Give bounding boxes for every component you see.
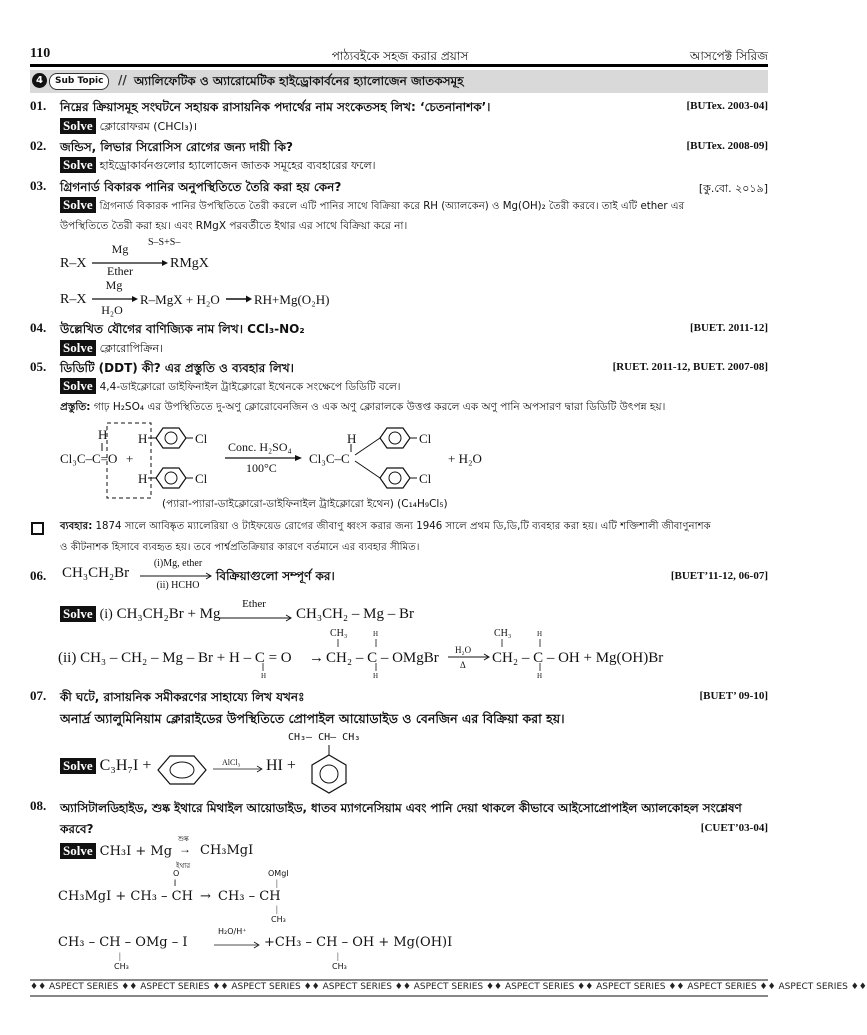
equation-intermediate: R–MgX + H₂O [140,292,220,307]
question-number: 03. [30,178,47,193]
step-2-product: CH₃ – CH [218,889,281,904]
equation-product: HI + [266,757,296,774]
arrow-label-below: Ether [107,264,133,278]
arrow-symbol: → [200,889,211,904]
single-bond-icon: | [119,951,121,961]
answer-text-continued: উপস্থিতিতে তৈরী করা হয়। এবং RMgX পরবর্তীতে ইথার এর সাথে বিক্রিয়া করে না। [60,220,408,232]
question-text-continued: অনার্দ্র অ্যালুমিনিয়াম ক্লোরাইডের উপস্থিতিতে প্রোপাইল আয়োডাইড ও বেনজিন এর বিক্রিয়া করা হয়। [60,711,565,726]
question-text-continued: করবে? [60,822,94,836]
arrow-label-below: ইথার [176,862,191,870]
equation-reactant: R–X [60,256,87,271]
solution-equation [60,757,151,775]
footer-divider-bottom [30,995,768,997]
footer-divider-top [30,979,768,981]
checkbox-bullet-icon [31,522,44,535]
isopropyl-chain: CH₃— CH— CH₃ [288,732,361,743]
arrow-label-below: H₂O [101,303,123,317]
question-reference: [BUTex. 2003-04] [686,100,768,112]
subtopic-number: 4 [32,73,47,88]
question-number: 04. [30,320,47,335]
equation-product: RMgX [170,256,209,271]
answer-text: ক্লোরোপিক্রিন। [99,342,164,355]
solve-label: Solve [60,843,96,859]
arrow-label-above: Mg [105,278,123,292]
chloral-formula: Cl₃C–C=O [60,451,118,466]
series-name: আসপেক্ট সিরিজ [689,49,768,63]
water-byproduct: + H₂O [448,451,482,466]
arrow-label-above: AlCl₃ [222,758,241,767]
arrow-label-above: Ether [242,598,266,610]
methyl-label: CH₃ [332,962,347,971]
solution-step-1 [60,843,172,859]
solve-label: Solve [60,340,96,356]
usage-text: 1874 সালে আবিষ্কৃত ম্যালেরিয়া ও টাইফয়েড রোগের জীবাণু ধ্বংস করার জন্য 1946 সালে প্রথম ডি,ডি,টি ব্যবহার করা হয়। এটি শক্তিশালী জীবাণুনাশক [95,521,711,532]
question-text: কী ঘটে, রাসায়নিক সমীকরণের সাহায্যে লিখ যখনঃ [60,690,305,704]
answer [60,197,770,216]
usage-label: ব্যবহার: [60,521,93,532]
hydrogen-label: H [261,672,267,680]
single-bond-icon: | [276,878,278,888]
step-reactants: CH₃ – CH₂ – Mg – Br + H – C = O [80,650,292,666]
reaction-arrow-icon [214,941,260,949]
question-reactant: CH₃CH₂Br [62,565,130,581]
answer [60,118,197,137]
step-reactants: CH₃CH₂Br + Mg [116,606,221,622]
usage-text-continued: ও কীটনাশক হিসাবে ব্যবহৃত হয়। তবে পার্শ্বপ্রতিক্রিয়ার কারণে বর্তমানে এর ব্যবহার সীমিত। [60,542,420,553]
methyl-label: CH₃ [114,962,129,971]
benzene-ring-icon [158,756,206,784]
subtopic-badge [49,73,109,90]
chlorobenzene-ring-icon [148,428,193,448]
usage-note [60,519,770,536]
reaction-arrow-icon [140,572,212,580]
answer [60,378,401,397]
reaction-arrow-icon [220,614,292,622]
question-number: 07. [30,688,47,703]
solution-step-1 [60,606,221,623]
arrow-label-below: (ii) HCHO [156,580,200,591]
chlorine-label: Cl [419,471,432,486]
arrow-label-above: Conc. H₂SO₄ [228,440,292,454]
question-reference: [RUET. 2011-12, BUET. 2007-08] [612,361,768,373]
step-product: CH₂ – C – OH + Mg(OH)Br [492,650,664,666]
answer-text: হাইড্রোকার্বনগুলোর হ্যালোজেন জাতক সমূহের ব্যবহারের ফলে। [99,159,376,172]
question-reference: [BUET’11-12, 06-07] [670,570,768,582]
single-bond-icon: | [276,904,278,914]
solve-label: Solve [60,758,96,774]
charge-notation: S–S+S– [148,237,181,248]
question-number: 02. [30,138,47,153]
step-label: (i) [99,607,113,622]
chlorine-label: Cl [195,471,208,486]
step-product: CH₃CH₂ – Mg – Br [296,606,414,622]
solve-label: Solve [60,157,96,173]
methyl-label: CH₃ [330,628,348,639]
arrow-label-below: Δ [460,660,466,670]
plus-sign: + [126,451,134,466]
question-number: 05. [30,359,47,374]
step-3-reactants: CH₃ – CH – OMg – I [58,935,188,950]
equation-product: RH+Mg(O₂H) [254,292,330,307]
step-label: (ii) [58,650,77,666]
step-reactants: CH₃I + Mg [99,844,173,859]
arrow-label-above: H₂O/H⁺ [218,927,247,936]
slash-icon: // [118,73,127,87]
arrow-label-below: 100°C [246,461,277,475]
arrow-label-above: H₂O [455,645,472,655]
intermediate: CH₂ – C – OMgBr [326,650,439,666]
hydrogen-label: H [138,471,148,486]
step-2-reactants: CH₃MgI + CH₃ – CH [58,889,193,904]
hydrogen-label: H [373,672,379,680]
solve-label: Solve [60,118,96,134]
hydrogen-label: H [537,630,543,638]
question-reference: [BUET. 2011-12] [689,322,768,334]
question-text: উল্লেখিত যৌগের বাণিজ্যিক নাম লিখ। CCl₃-NO₂ [60,322,305,336]
question-reference: [BUET’ 09-10] [699,690,768,702]
reaction-arrow-icon: → [179,842,191,856]
equation-reactant: C₃H₇I + [99,757,152,774]
hydrogen-label: H [138,431,148,446]
hydrogen-label: H [98,427,108,442]
step-product: CH₃MgI [200,843,254,858]
cumene-ring-icon [310,745,350,793]
methyl-label: CH₃ [494,628,512,639]
question-reference: [কু.বো. ২০১৯] [698,182,768,195]
footer-series-banner: ♦♦ ASPECT SERIES ♦♦ ASPECT SERIES ♦♦ ASPECT SERIES ♦♦ ASPECT SERIES ♦♦ ASPECT SERIES ♦♦ ASPECT SERIES ♦♦ ASPECT SERIES ♦♦ ASPECT SERIES ♦♦ ASPECT SERIES ♦♦ [30,982,867,992]
methyl-label: CH₃ [271,915,286,924]
ddt-core-formula: Cl₃C–C [309,451,350,466]
question-text: জন্ডিস, লিভার সিরোসিস রোগের জন্য দায়ী কি? [60,140,293,154]
chlorobenzene-ring-icon [380,468,417,488]
solve-label: Solve [60,378,96,394]
oxygen-label: O [173,869,180,878]
chlorobenzene-ring-icon [380,428,417,448]
subtopic-badge-label: Sub Topic [55,76,104,86]
hydrogen-label: H [373,630,379,638]
omgi-label: OMgI [268,869,289,878]
chlorine-label: Cl [419,431,432,446]
chlorine-label: Cl [195,431,208,446]
arrow-label-above: Mg [111,242,129,256]
preparation-label: প্রস্তুতি: [60,401,91,413]
question-text: গ্রিগনার্ড বিকারক পানির অনুপস্থিতিতে তৈরি করা হয় কেন? [60,180,342,194]
answer-text: 4,4-ডাইক্লোরো ডাইফিনাইল ট্রাইক্লোরো ইথেনকে সংক্ষেপে ডিডিটি বলে। [99,381,401,393]
question-reference: [BUTex. 2008-09] [686,140,768,152]
single-bond-icon: | [337,951,339,961]
solve-label: Solve [60,606,96,622]
reaction-arrow-icon [226,295,252,303]
arrow-symbol: → [309,650,324,666]
answer [60,340,163,359]
ddt-reaction-diagram [55,420,475,500]
question-number: 08. [30,798,47,813]
question-text: ডিডিটি (DDT) কী? এর প্রস্তুতি ও ব্যবহার লিখ। [60,361,294,375]
hydrogen-label: H [347,431,357,446]
question-number: 01. [30,98,47,113]
reaction-arrow-icon [92,295,138,303]
subtopic-title: অ্যালিফেটিক ও অ্যারোমেটিক হাইড্রোকার্বনের হ্যালোজেন জাতকসমূহ [134,74,464,88]
step-3-product: +CH₃ – CH – OH + Mg(OH)I [264,935,453,950]
question-text: অ্যাসিটালডিহাইড, শুষ্ক ইথারে মিথাইল আয়োডাইড, ধাতব ম্যাগনেসিয়াম এবং পানি দেয়া থাকলে কীভাবে আইসোপ্রোপাইল অ্যালকোহল সংশ্লেষণ [60,801,742,815]
question-text: বিক্রিয়াগুলো সম্পূর্ণ কর। [216,569,335,583]
answer-text: গ্রিগনার্ড বিকারক পানির উপস্থিতিতে তৈরী করলে এটি পানির সাথে বিক্রিয়া করে RH (অ্যালকেন) ও Mg(OH)₂ তৈরী করবে। তাই এটি ether এর [99,201,685,212]
hydrogen-label: H [537,672,543,680]
page-number: 110 [30,46,51,61]
ddt-full-name: (প্যারা-প্যারা-ডাইক্লোরো-ডাইফিনাইল ট্রাইক্লোরো ইথেন) (C₁₄H₉Cl₅) [162,498,448,510]
preparation-text: গাঢ় H₂SO₄ এর উপস্থিতিতে দু-অণু ক্লোরোবেনজিন ও এক অণু ক্লোরালকে উত্তপ্ত করলে এক অণু পানি অপসারণ দ্বারা ডিডিটি উৎপন্ন হয়। [93,401,666,413]
arrow-label-above: (i)Mg, ether [153,558,203,569]
equation-reactant: R–X [60,292,87,307]
question-number: 06. [30,568,47,583]
arrow-label-above: শুষ্ক [178,835,189,843]
answer-text: ক্লোরোফরম (CHCl₃)। [99,120,198,133]
question-text: নিম্নের ক্রিয়াসমূহ সংঘটনে সহায়ক রাসায়নিক পদার্থের নাম সংকেতসহ লিখ: ‘চেতনানাশক’। [60,100,491,114]
preparation [60,400,665,417]
double-bond-icon: ‖ [174,878,177,888]
chlorobenzene-ring-icon [148,468,193,488]
question-reference: [CUET’03-04] [700,822,768,834]
header-divider [30,64,768,67]
header-title: পাঠ্যবইকে সহজ করার প্রয়াস [331,49,469,63]
answer [60,157,376,176]
solve-label: Solve [60,197,96,213]
